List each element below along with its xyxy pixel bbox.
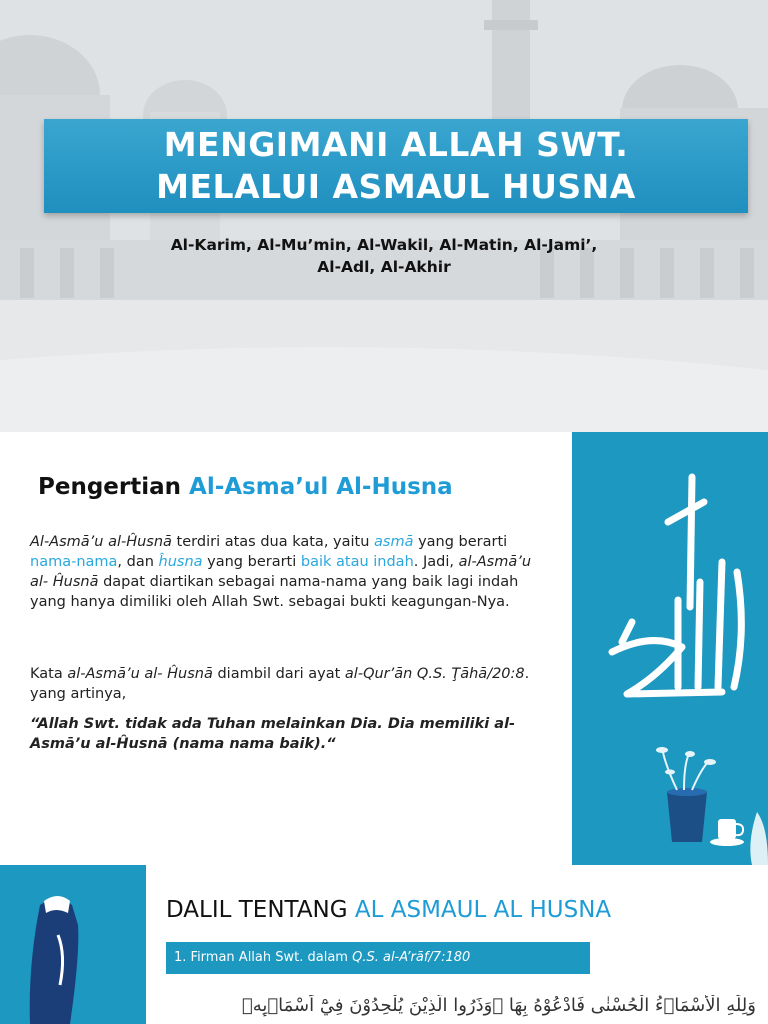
text-segment: yang berarti [202,554,301,570]
evidence-heading-prefix: DALIL TENTANG [166,897,355,923]
arabic-verse: وَلِلّٰهِ الْأَسْمَاۤءُ الْحُسْنٰى فَادْعُوْهُ بِهَا ۖوَذَرُوا الَّذِيْنَ يُلْحِدُوْنَ فِيْٓ اَسْمَاۤىِٕهٖ [241,995,756,1016]
subtitle-line-2: Al-Adl, Al-Akhir [317,258,451,276]
source-paragraph [30,664,552,704]
person-praying-icon [0,865,146,1024]
mosque-background-image [0,0,768,432]
firman-label-prefix: 1. Firman Allah Swt. dalam [174,950,353,965]
evidence-slide [0,865,768,1024]
evidence-heading [166,897,611,923]
definition-heading-prefix: Pengertian [38,474,190,500]
illustration-panel [0,865,146,1024]
text-segment: , dan [117,554,159,570]
term-baik-atau-indah: baik atau indah [300,554,414,570]
title-banner [44,119,748,213]
subtitle [0,234,768,278]
title-slide [0,0,768,432]
term-nama-nama: nama-nama [30,554,118,570]
term-asmaul-husna-2: al-Asmā’u al- Ĥusnā [30,554,532,590]
definition-slide [0,432,768,865]
evidence-heading-accent: AL ASMAUL AL HUSNA [354,897,612,923]
allahu-akbar-calligraphy-icon [572,432,768,865]
title-line-2: MELALUI ASMAUL HUSNA [156,167,636,206]
title-line-1: MENGIMANI ALLAH SWT. [163,125,629,164]
text-segment: Kata [30,666,68,682]
text-segment: diambil dari ayat [212,666,345,682]
term-husna: ĥusna [158,554,203,570]
cup-icon [710,819,744,846]
text-segment: . yang artinya, [30,666,530,702]
term-asma: asmā [374,534,414,550]
firman-label-box [166,942,590,974]
term-asmaul-husna-3: al-Asmā’u al- Ĥusnā [67,666,213,682]
term-asmaul-husna: Al-Asmā’u al-Ĥusnā [30,534,172,550]
subtitle-line-1: Al-Karim, Al-Mu’min, Al-Wakil, Al-Matin, Al-Jami’, [170,236,598,254]
firman-label-reference: Q.S. al-A’rāf/7:180 [352,950,471,965]
calligraphy-panel [572,432,768,865]
definition-heading [38,474,453,500]
definition-heading-accent: Al-Asma’ul Al-Husna [189,474,453,500]
text-segment: yang berarti [413,534,508,550]
text-segment: dapat diartikan sebagai nama-nama yang baik lagi indah yang hanya dimiliki oleh Allah Swt. sebagai bukti keagungan-Nya. [30,574,519,610]
quote-paragraph: “Allah Swt. tidak ada Tuhan melainkan Dia. Dia memiliki al-Asmā’u al-Ĥusnā (nama nama baik).“ [30,716,516,752]
text-segment: terdiri atas dua kata, yaitu [171,534,375,550]
quran-reference: al-Qur’ān Q.S. Ţāhā/20:8 [344,666,525,682]
text-segment: . Jadi, [413,554,459,570]
plant-pot-icon [656,747,716,842]
definition-paragraph [30,532,552,612]
